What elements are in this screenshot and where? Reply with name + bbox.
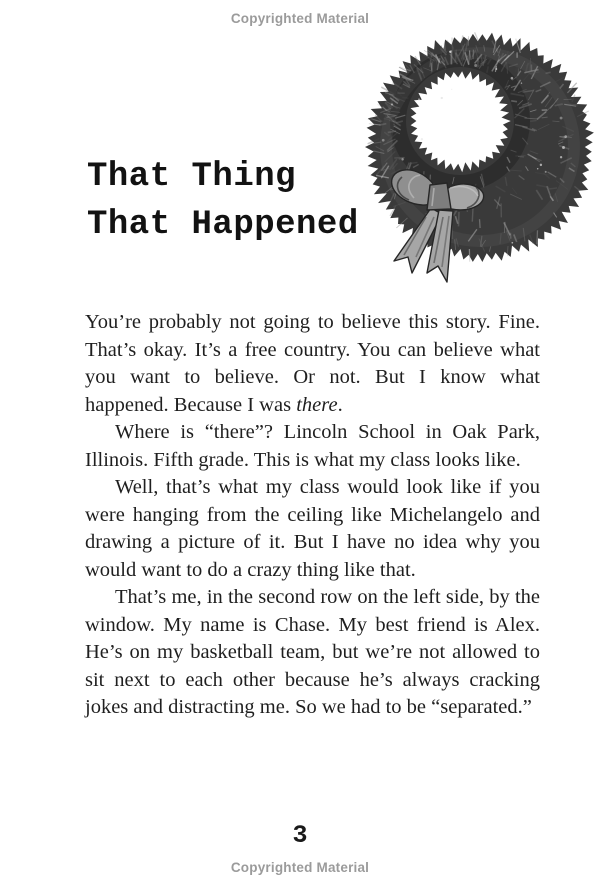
- italic-text-run: there: [296, 393, 338, 416]
- paragraph: [85, 309, 540, 419]
- paragraph: [85, 474, 540, 584]
- bow-knot: [427, 183, 451, 210]
- text-run: That’s me, in the second row on the left side, by the window. My name is Chase. My best friend is Alex. He’s on my basketball team, but we’re not allowed to sit next to each other because he’s always cracking jokes and distracting me. So we had to be “separated.”: [85, 586, 540, 718]
- copyright-notice-top: Copyrighted Material: [230, 11, 370, 26]
- text-run: You’re probably not going to believe this story. Fine. That’s okay. It’s a free country. You can believe what you want to believe. Or not. But I know what happened. Because I was: [85, 311, 540, 416]
- text-run: Well, that’s what my class would look like if you were hanging from the ceiling like Michelangelo and drawing a picture of it. But I have no idea why you would want to do a crazy thing like that.: [85, 476, 540, 581]
- chapter-title-line1: That Thing: [87, 158, 297, 196]
- page-number: 3: [292, 821, 308, 850]
- paragraph: [85, 584, 540, 722]
- text-run: Where is “there”? Lincoln School in Oak Park, Illinois. Fifth grade. This is what my class looks like.: [85, 421, 540, 471]
- wreath-illustration: [330, 5, 600, 295]
- chapter-title: [87, 154, 359, 249]
- paragraph: [85, 419, 540, 474]
- chapter-text: [85, 309, 540, 722]
- copyright-notice-bottom: Copyrighted Material: [230, 860, 370, 875]
- text-run: .: [337, 393, 343, 416]
- chapter-title-line2: That Happened: [87, 205, 359, 244]
